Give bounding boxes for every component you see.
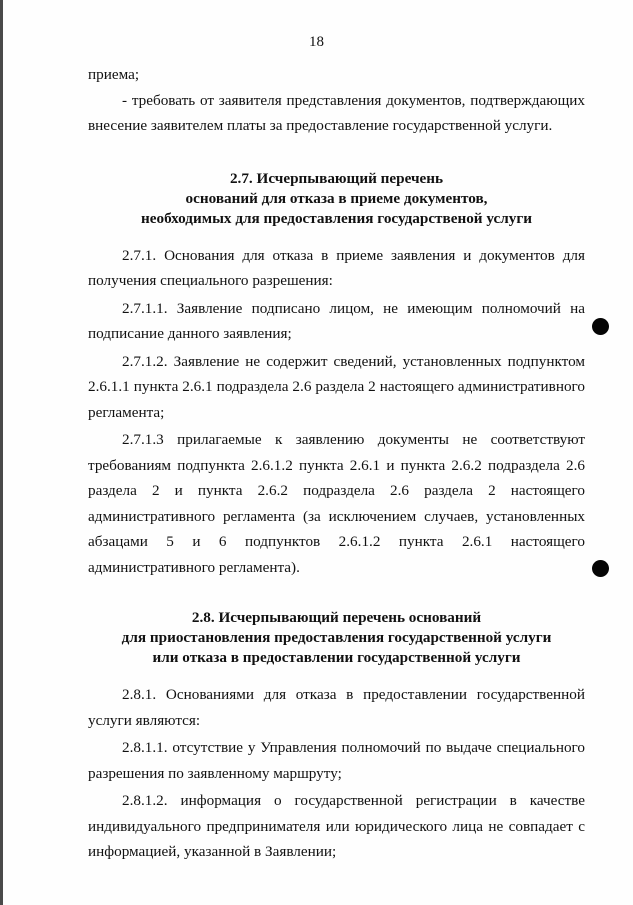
page-number: 18 bbox=[309, 34, 324, 50]
section-heading-2-8 bbox=[88, 608, 585, 668]
paragraph: 2.7.1.1. Заявление подписано лицом, не имеющим полномочий на подписание данного заявления; bbox=[88, 299, 585, 342]
paragraph: 2.7.1. Основания для отказа в приеме заявления и документов для получения специального разрешения: bbox=[88, 246, 585, 289]
document-body bbox=[88, 62, 585, 865]
punch-hole-top bbox=[592, 318, 609, 335]
heading-line: 2.7. Исчерпывающий перечень bbox=[229, 169, 444, 187]
paragraph: 2.8.1. Основаниями для отказа в предоставлении государственной услуги являются: bbox=[88, 686, 585, 729]
paragraph: приема; bbox=[88, 66, 140, 83]
heading-line: необходимых для предоставления государственой услуги bbox=[141, 209, 532, 227]
punch-hole-bottom bbox=[592, 560, 609, 577]
paragraph: 2.7.1.3 прилагаемые к заявлению документы не соответствуют требованиям подпункта 2.6.1.2 пункта 2.6.1 и пункта 2.6.2 подраздела 2.6 раздела 2 и пункта 2.6.2 подраздела 2.6 раздела 2 настоящего административного регламента (за исключением случаев, установленных абзацами 5 и 6 подпунктов 2.6.1.2 пункта 2.6.1 настоящего административного регламента). bbox=[88, 431, 585, 576]
section-heading-2-7 bbox=[88, 169, 585, 229]
paragraph: 2.7.1.2. Заявление не содержит сведений, установленных подпунктом 2.6.1.1 пункта 2.6.1 подраздела 2.6 раздела 2 настоящего административного регламента; bbox=[88, 352, 585, 421]
heading-line: или отказа в предоставлении государственной услуги bbox=[152, 649, 521, 666]
heading-line: для приостановления предоставления государственной услуги bbox=[121, 629, 552, 646]
paragraph: 2.8.1.2. информация о государственной регистрации в качестве индивидуального предпринимателя или юридического лица не совпадает с информацией, указанной в Заявлении; bbox=[88, 792, 585, 860]
paragraph: 2.8.1.1. отсутствие у Управления полномочий по выдаче специального разрешения по заявленному маршруту; bbox=[88, 739, 585, 782]
heading-line: оснований для отказа в приеме документов, bbox=[185, 189, 488, 207]
paragraph: - требовать от заявителя представления документов, подтверждающих внесение заявителем платы за предоставление государственной услуги. bbox=[88, 91, 585, 134]
heading-line: 2.8. Исчерпывающий перечень оснований bbox=[191, 609, 482, 626]
scan-edge bbox=[0, 0, 3, 905]
